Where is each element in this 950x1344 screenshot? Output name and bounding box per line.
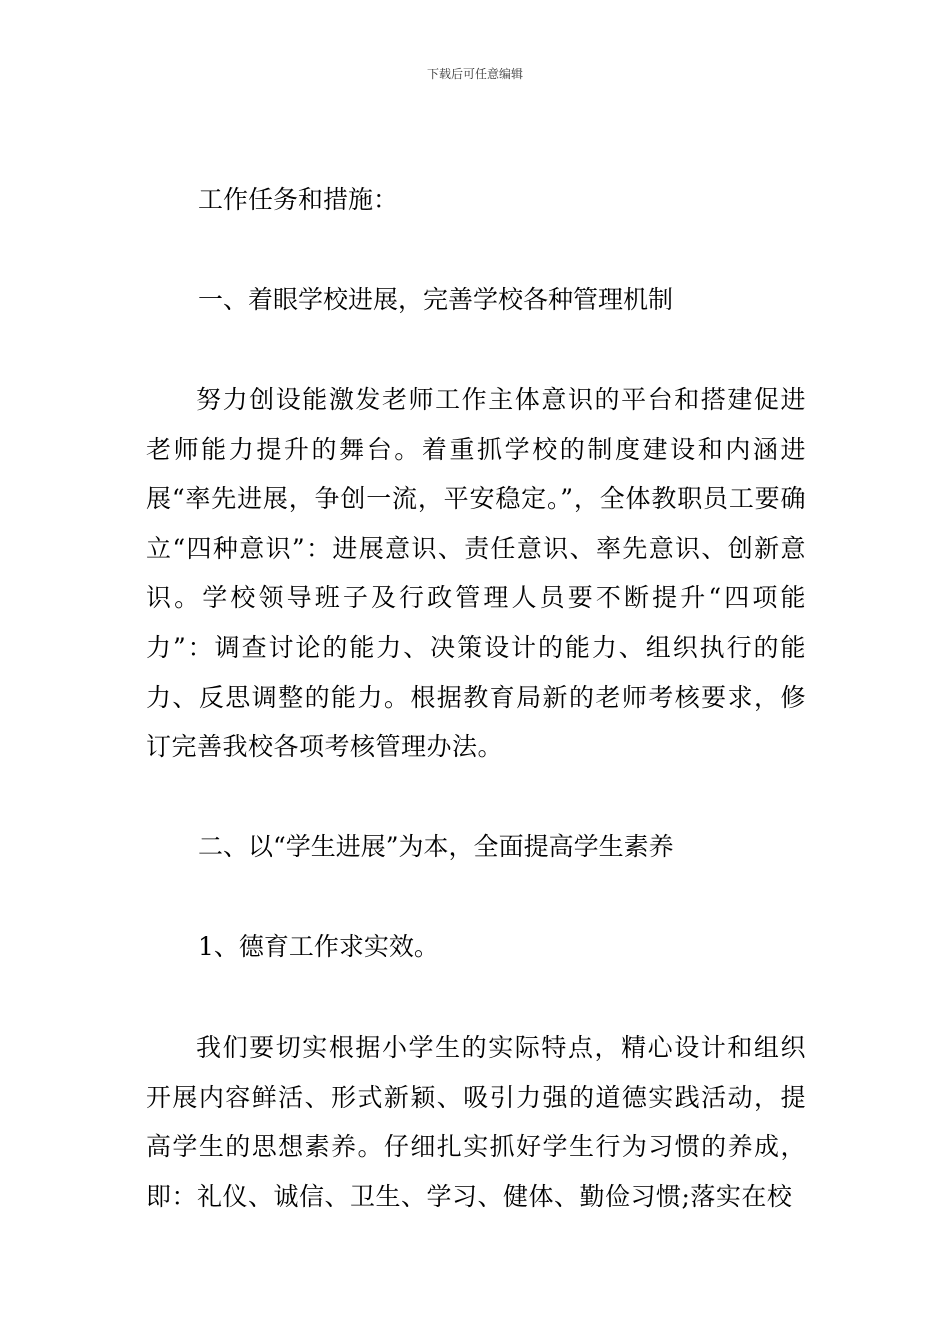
section-title: 工作任务和措施： (198, 185, 399, 214)
page-header-note: 下载后可任意编辑 (426, 67, 523, 81)
section2-subheading: 1、德育工作求实效。 (198, 932, 439, 961)
section1-paragraph: 努力创设能激发老师工作主体意识的平台和搭建促进老师能力提升的舞台。着重抓学校的制度建设和内涵进展“率先进展，争创一流，平安稳定。”，全体教职员工要确立“四种意识”：进展意识、责任意识、率先意识、创新意识。学校领导班子及行政管理人员要不断提升“四项能力”：调查讨论的能力、决策设计的能力、组织执行的能力、反思调整的能力。根据教育局新的老师考核要求，修订完善我校各项考核管理办法。 (146, 385, 806, 762)
section2-heading: 二、以“学生进展”为本，全面提高学生素养 (198, 832, 674, 861)
section2-paragraph: 我们要切实根据小学生的实际特点，精心设计和组织开展内容鲜活、形式新颖、吸引力强的道德实践活动，提高学生的思想素养。仔细扎实抓好学生行为习惯的养成，即：礼仪、诚信、卫生、学习、健体、勤俭习惯;落实在校 (146, 1033, 806, 1211)
section1-heading: 一、着眼学校进展，完善学校各种管理机制 (198, 285, 674, 314)
